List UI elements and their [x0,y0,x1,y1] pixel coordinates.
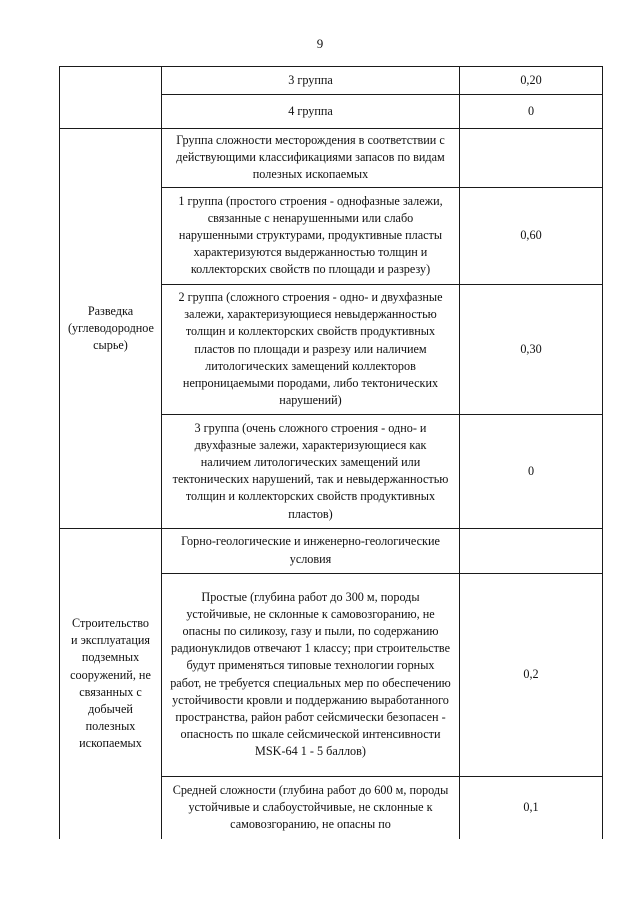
value-cell: 0,60 [460,187,603,284]
table-row [60,67,603,95]
description-cell: 4 группа [162,95,460,129]
description-cell: 2 группа (сложного строения - одно- и двухфазные залежи, характеризующиеся невыдержанностью толщин и коллекторских свойств продуктивных пластов по площади и разрезу или наличием литологических замещений коллекторов непроницаемыми породами, либо тектонических нарушений) [162,284,460,414]
value-cell: 0,20 [460,67,603,95]
description-cell: 1 группа (простого строения - однофазные залежи, связанные с ненарушенными или слабо нарушенными структурами, продуктивные пласты характеризуются выдержанностью толщин и коллекторских свойств по площади и разрезу) [162,187,460,284]
criterion-cell: Разведка (углеводородное сырье) [60,129,162,529]
description-cell: 3 группа [162,67,460,95]
description-cell: Группа сложности месторождения в соответствии с действующими классификациями запасов по видам полезных ископаемых [162,129,460,188]
value-cell: 0 [460,414,603,528]
value-cell: 0,30 [460,284,603,414]
page-number: 9 [316,36,324,51]
description-cell: Средней сложности (глубина работ до 600 м, породы устойчивые и слабоустойчивые, не склонные к самовозгоранию, не опасны по [162,776,460,839]
criterion-cell-continued [60,67,162,129]
table-row [60,129,603,188]
table-row [60,528,603,573]
description-cell: Простые (глубина работ до 300 м, породы устойчивые, не склонные к самовозгоранию, не опасны по силикозу, газу и пыли, по содержанию радионуклидов отвечают 1 классу; при строительстве будут применяться типовые технологии горных работ, не требуется специальных мер по обеспечению устойчивости кровли и поддержанию выработанного пространства, район работ сейсмически безопасен - опасность по шкале сейсмической интенсивности MSK-64 1 - 5 баллов) [162,573,460,776]
value-cell [460,528,603,573]
value-cell [460,129,603,188]
value-cell: 0,1 [460,776,603,839]
criteria-table [59,66,603,839]
criterion-cell: Строительство и эксплуатация подземных сооружений, не связанных с добычей полезных ископаемых [60,528,162,839]
value-cell: 0,2 [460,573,603,776]
value-cell: 0 [460,95,603,129]
description-cell: Горно-геологические и инженерно-геологические условия [162,528,460,573]
description-cell: 3 группа (очень сложного строения - одно- и двухфазные залежи, характеризующиеся как наличием литологических замещений или тектонических нарушений, так и невыдержанностью толщин и коллекторских свойств продуктивных пластов) [162,414,460,528]
